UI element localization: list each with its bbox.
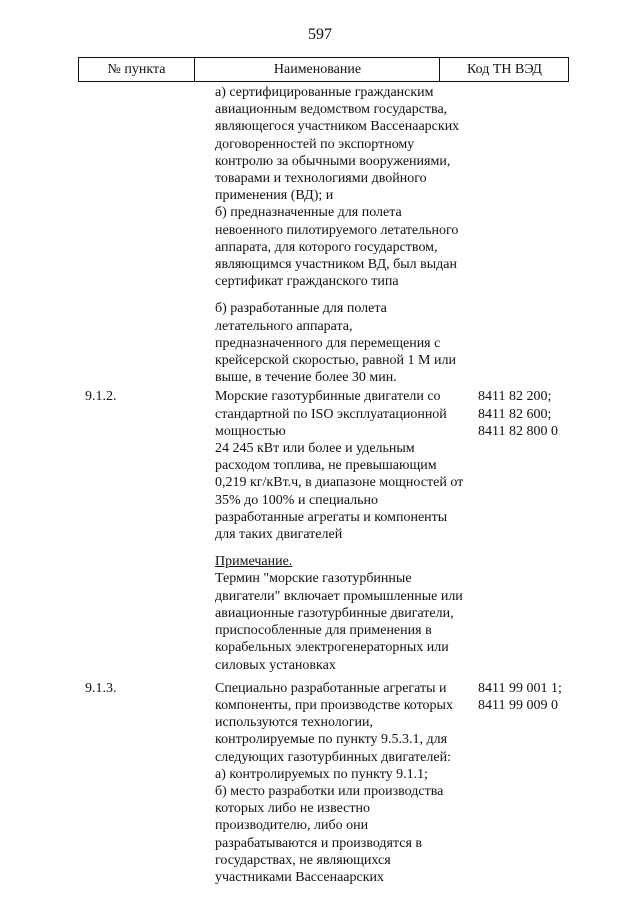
name-text-line: для таких двигателей (215, 527, 343, 543)
name-text-line: участниками Вассенаарских (215, 869, 385, 885)
name-text-line: крейсерской скоростью, равной 1 М или (215, 353, 456, 369)
name-text-line: а) контролируемых по пункту 9.1.1; (215, 766, 429, 782)
name-text-line: товарами и технологиями двойного (215, 171, 427, 187)
name-text-line: компоненты, при производстве которых (215, 697, 453, 713)
item-number: 9.1.2. (85, 389, 117, 405)
name-text-line: которых либо не известно (215, 801, 370, 817)
name-text-line: невоенного пилотируемого летательного (215, 222, 459, 238)
name-text-line: используются технологии, (215, 715, 374, 731)
name-text-line: Термин "морские газотурбинные (215, 571, 412, 587)
code-text-line: 8411 82 800 0 (478, 423, 558, 439)
code-text-line: 8411 99 001 1; (478, 680, 562, 696)
name-text-line: следующих газотурбинных двигателей: (215, 749, 451, 765)
table-row (0, 300, 640, 386)
name-text-line: летательного аппарата, (215, 318, 353, 334)
name-text-line: аппарата, для которого государством, (215, 239, 438, 255)
item-name (215, 553, 465, 673)
item-name (215, 84, 465, 290)
name-text-line: 24 245 кВт или более и удельным (215, 441, 415, 457)
name-text-line: применения (ВД); и (215, 188, 334, 204)
item-name (215, 680, 465, 886)
name-text-line: мощностью (215, 423, 286, 439)
name-text-line: 0,219 кг/кВт.ч, в диапазоне мощностей от (215, 475, 464, 491)
name-text-line: авиационным ведомством государства, (215, 102, 448, 118)
name-text-line: государствах, не являющихся (215, 852, 391, 868)
table-body (0, 84, 640, 886)
name-text-line: авиационные газотурбинные двигатели, (215, 605, 454, 621)
name-text-line: контролю за обычными вооружениями, (215, 153, 451, 169)
name-text-line: договоренностей по экспортному (215, 136, 415, 152)
table-header (78, 57, 569, 82)
name-text-line: разработанные агрегаты и компоненты (215, 509, 448, 525)
table-row (0, 84, 640, 290)
table-row (0, 553, 640, 673)
name-text-line: контролируемые по пункту 9.5.3.1, для (215, 732, 448, 748)
name-text-line: приспособленные для применения в (215, 623, 432, 639)
name-text-line: производителю, либо они (215, 818, 369, 834)
code-text-line: 8411 82 600; (478, 406, 552, 422)
item-number: 9.1.3. (85, 680, 117, 696)
name-text-line: стандартной по ISO эксплуатационной (215, 406, 447, 422)
page-number: 597 (308, 26, 332, 43)
name-text-line: Специально разработанные агрегаты и (215, 680, 447, 696)
item-code (478, 388, 618, 440)
table-row (0, 680, 640, 886)
name-text-line: сертификат гражданского типа (215, 274, 399, 290)
item-name (215, 300, 465, 386)
note-label: Примечание. (215, 554, 293, 570)
name-text-line: предназначенного для перемещения с (215, 335, 441, 351)
header-code-column: Код ТН ВЭД (439, 58, 569, 81)
code-text-line: 8411 82 200; (478, 389, 552, 405)
name-text-line: разрабатываются и производятся в (215, 835, 423, 851)
name-text-line: корабельных электрогенераторных или (215, 640, 449, 656)
name-text-line: выше, в течение более 30 мин. (215, 370, 397, 386)
name-text-line: б) разработанные для полета (215, 301, 387, 317)
name-text-line: расходом топлива, не превышающим (215, 458, 437, 474)
name-text-line: являющегося участником Вассенаарских (215, 119, 460, 135)
code-text-line: 8411 99 009 0 (478, 697, 558, 713)
name-text-line: являющимся участником ВД, был выдан (215, 257, 458, 273)
item-name (215, 388, 465, 543)
item-code (478, 680, 618, 714)
name-text-line: двигатели" включает промышленные или (215, 588, 463, 604)
name-text-line: Морские газотурбинные двигатели со (215, 389, 441, 405)
name-text-line: а) сертифицированные гражданским (215, 85, 434, 100)
header-name-column: Наименование (194, 58, 440, 81)
name-text-line: б) место разработки или производства (215, 783, 444, 799)
name-text-line: б) предназначенные для полета (215, 205, 402, 221)
table-row (0, 388, 640, 543)
header-number-column: № пункта (107, 62, 166, 77)
name-text-line: 35% до 100% и специально (215, 492, 379, 508)
name-text-line: силовых установках (215, 657, 336, 673)
